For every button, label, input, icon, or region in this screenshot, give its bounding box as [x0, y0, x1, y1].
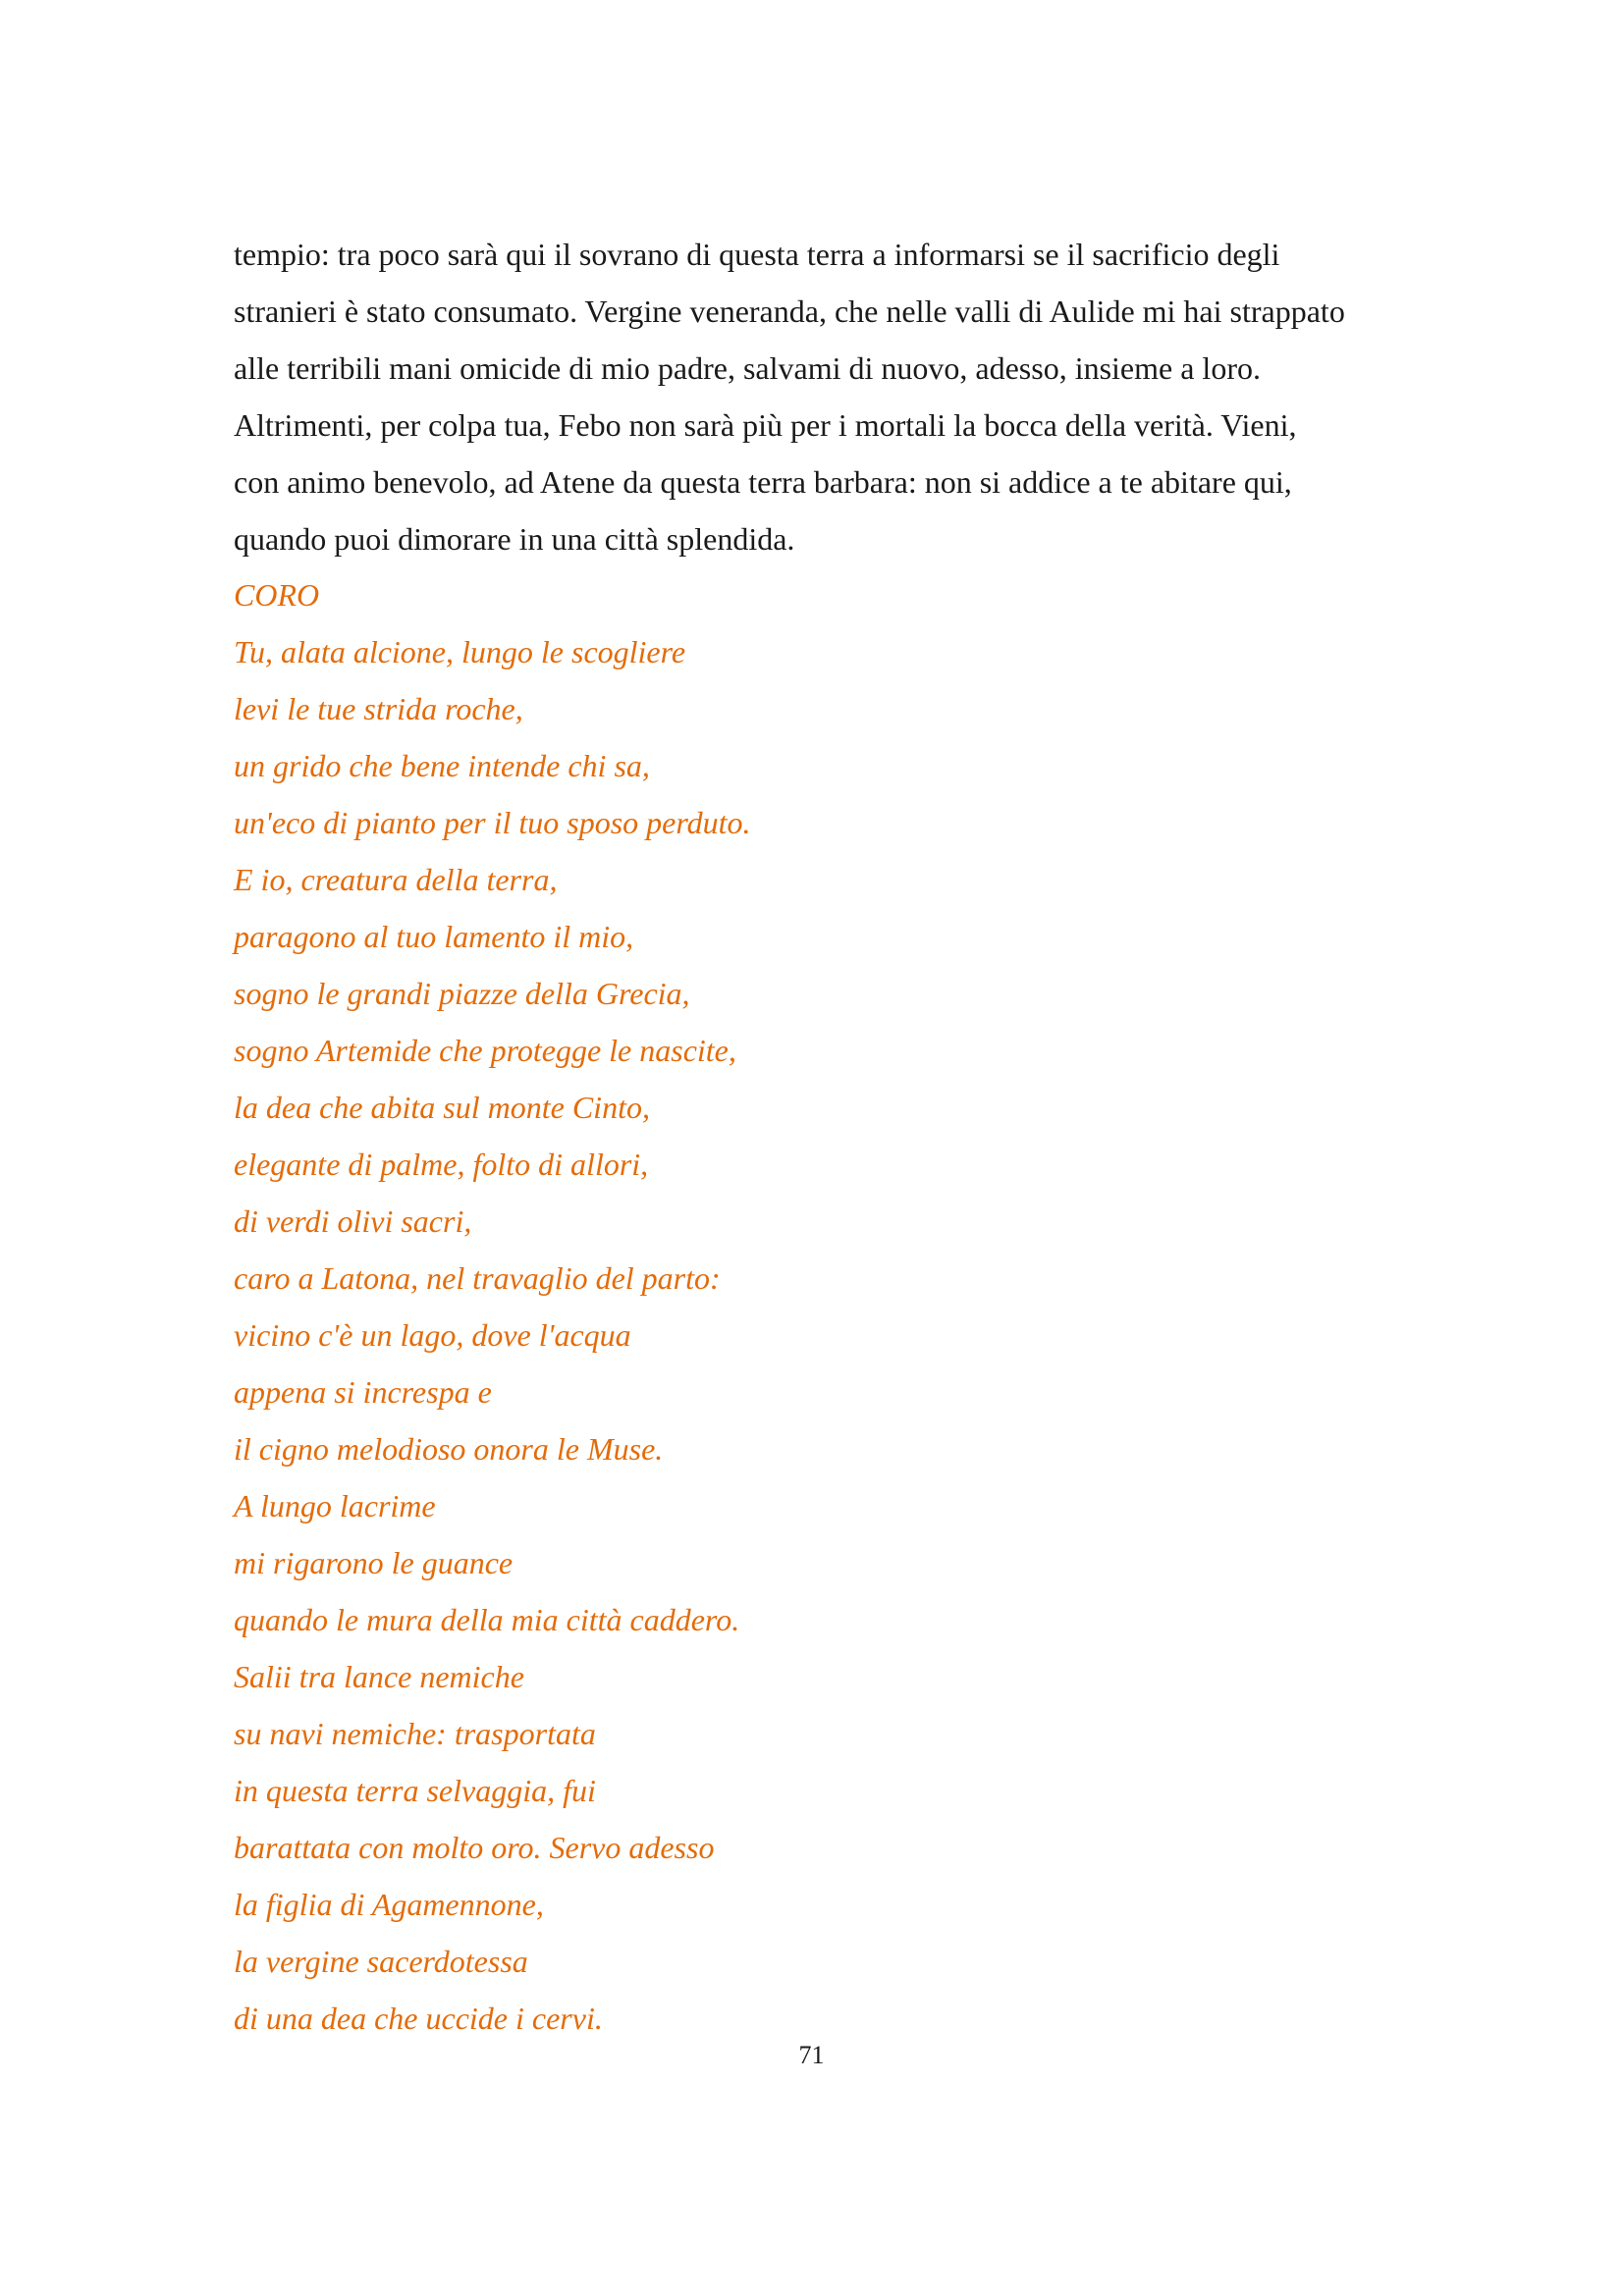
chorus-verse: la vergine sacerdotessa: [234, 1944, 528, 1979]
chorus-verse: E io, creatura della terra,: [234, 862, 558, 897]
chorus-verse: di una dea che uccide i cervi.: [234, 2001, 603, 2036]
chorus-verse: un'eco di pianto per il tuo sposo perduto.: [234, 805, 751, 840]
prose-line: alle terribili mani omicide di mio padre, salvami di nuovo, adesso, insieme a loro.: [234, 350, 1261, 386]
page-number: 71: [798, 2041, 825, 2069]
chorus-verse: in questa terra selvaggia, fui: [234, 1773, 596, 1808]
chorus-verse: caro a Latona, nel travaglio del parto:: [234, 1260, 721, 1296]
prose-line: quando puoi dimorare in una città splendida.: [234, 521, 795, 557]
chorus-verse: paragono al tuo lamento il mio,: [234, 919, 634, 954]
chorus-verse: elegante di palme, folto di allori,: [234, 1147, 649, 1182]
chorus-verse: levi le tue strida roche,: [234, 691, 523, 726]
chorus-verse: di verdi olivi sacri,: [234, 1203, 472, 1239]
chorus-verse: sogno le grandi piazze della Grecia,: [234, 976, 690, 1011]
chorus-verse: quando le mura della mia città caddero.: [234, 1602, 740, 1637]
chorus-verse: su navi nemiche: trasportata: [234, 1716, 596, 1751]
prose-paragraph: [234, 226, 1412, 567]
chorus-verse: sogno Artemide che protegge le nascite,: [234, 1033, 736, 1068]
chorus-verse: A lungo lacrime: [234, 1488, 436, 1523]
prose-line: con animo benevolo, ad Atene da questa terra barbara: non si addice a te abitare qui,: [234, 464, 1292, 500]
chorus-speaker-label: CORO: [234, 577, 320, 613]
chorus-verse: Salii tra lance nemiche: [234, 1659, 524, 1694]
chorus-verse: la dea che abita sul monte Cinto,: [234, 1090, 650, 1125]
chorus-verse: vicino c'è un lago, dove l'acqua: [234, 1317, 631, 1353]
chorus-verse: mi rigarono le guance: [234, 1545, 514, 1580]
chorus-verse: la figlia di Agamennone,: [234, 1887, 544, 1922]
chorus-verse: il cigno melodioso onora le Muse.: [234, 1431, 664, 1467]
prose-line: tempio: tra poco sarà qui il sovrano di questa terra a informarsi se il sacrificio degli: [234, 237, 1280, 272]
chorus-verse: barattata con molto oro. Servo adesso: [234, 1830, 715, 1865]
prose-line: Altrimenti, per colpa tua, Febo non sarà più per i mortali la bocca della verità. Vieni,: [234, 407, 1297, 443]
chorus-verse: Tu, alata alcione, lungo le scogliere: [234, 634, 686, 669]
chorus-verse: un grido che bene intende chi sa,: [234, 748, 650, 783]
chorus-verse: appena si increspa e: [234, 1374, 492, 1410]
chorus-section: [234, 566, 1412, 2047]
prose-line: stranieri è stato consumato. Vergine veneranda, che nelle valli di Aulide mi hai strappato: [234, 294, 1345, 329]
